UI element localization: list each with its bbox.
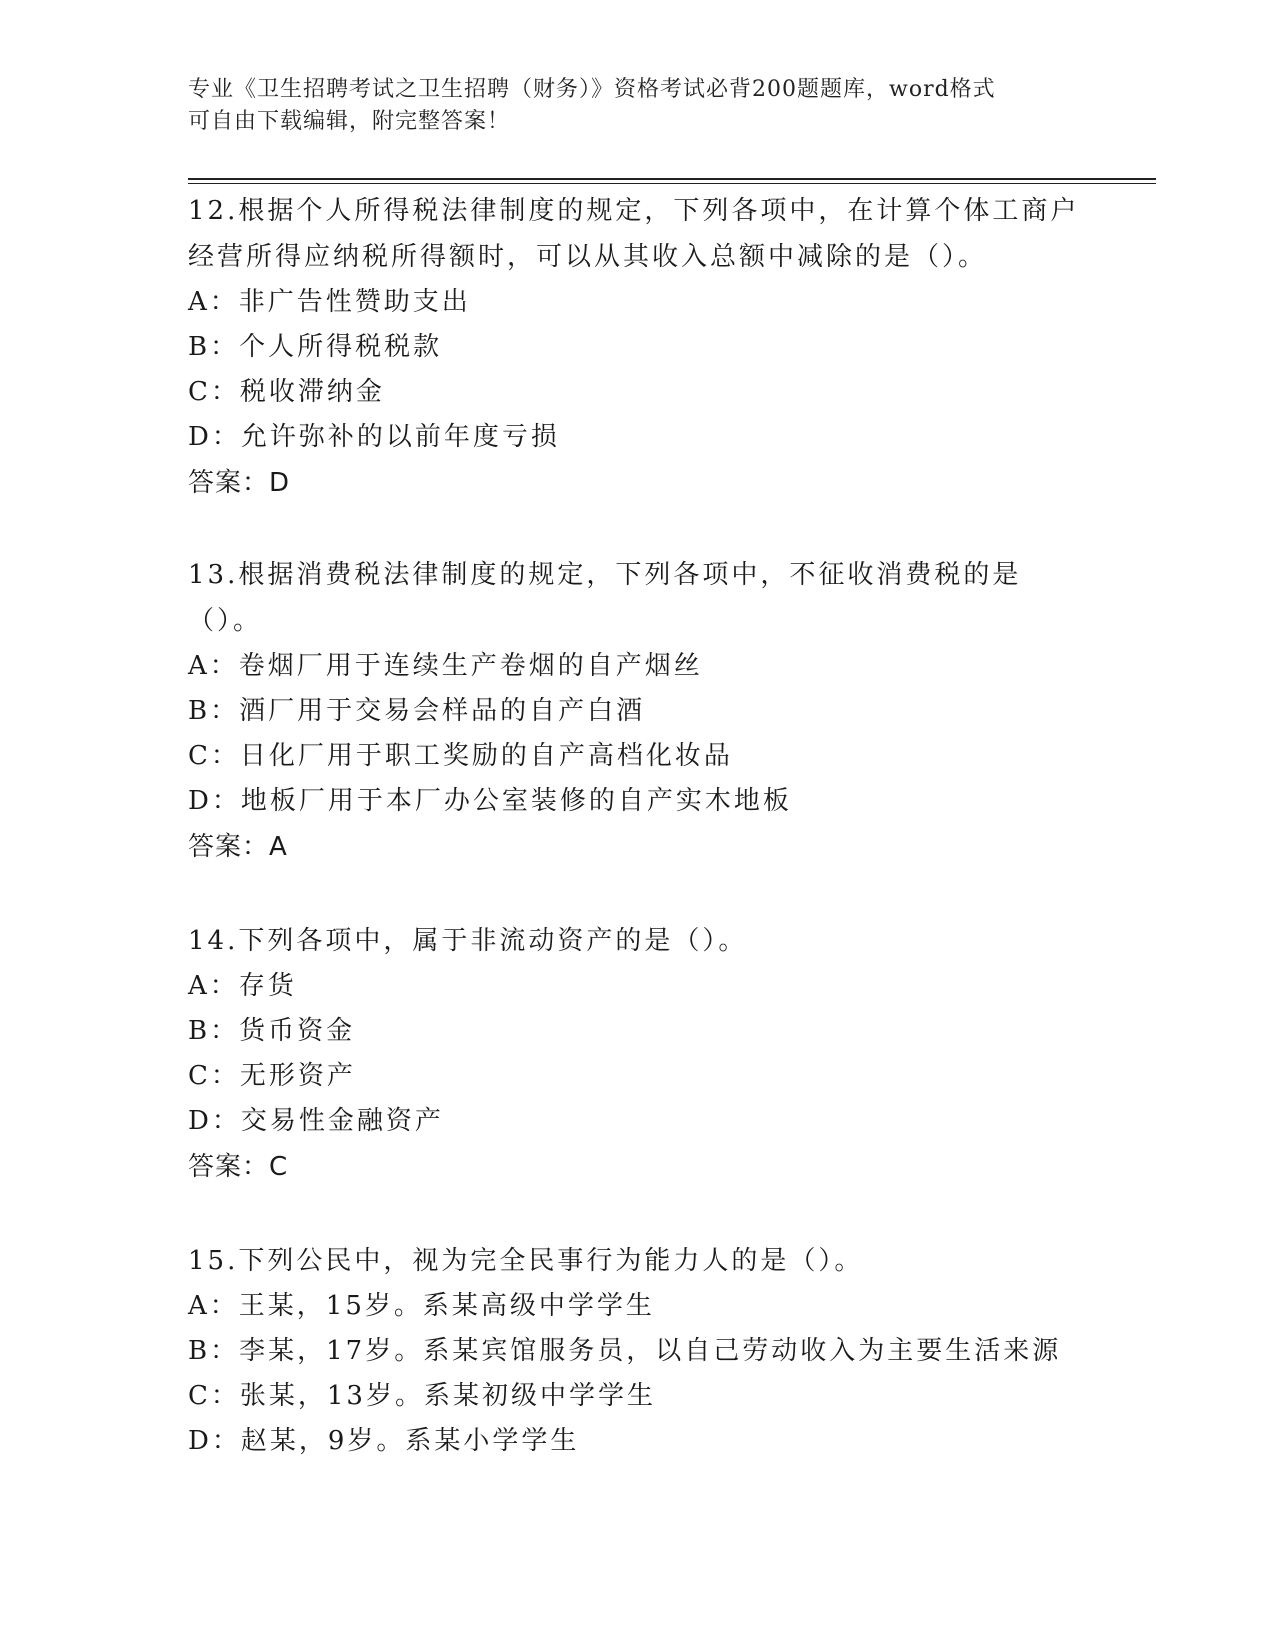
option-a: A：非广告性赞助支出 (188, 287, 471, 317)
option-a: A：王某，15岁。系某高级中学学生 (188, 1291, 655, 1321)
question-stem: 14.下列各项中，属于非流动资产的是（）。 (188, 926, 748, 956)
option-d: D：交易性金融资产 (188, 1106, 444, 1136)
header-line-2: 可自由下载编辑，附完整答案！ (188, 109, 511, 134)
option-c: C：税收滞纳金 (188, 377, 385, 407)
question-stem: 13.根据消费税法律制度的规定，下列各项中，不征收消费税的是（）。 (188, 560, 1022, 636)
option-d: D：赵某，9岁。系某小学学生 (188, 1426, 580, 1456)
header-line-1: 专业《卫生招聘考试之卫生招聘（财务）》资格考试必背200题题库，word格式 (188, 77, 996, 102)
question-stem: 12.根据个人所得税法律制度的规定，下列各项中，在计算个体工商户经营所得应纳税所得额时，可以从其收入总额中减除的是（）。 (188, 196, 1080, 272)
question-13 (188, 552, 1088, 870)
document-header (188, 74, 1068, 138)
question-15 (188, 1238, 1088, 1464)
option-b: B：李某，17岁。系某宾馆服务员，以自己劳动收入为主要生活来源 (188, 1336, 1062, 1366)
answer-line: 答案：A (188, 832, 288, 862)
option-a: A：卷烟厂用于连续生产卷烟的自产烟丝 (188, 651, 703, 681)
option-c: C：张某，13岁。系某初级中学学生 (188, 1381, 656, 1411)
answer-line: 答案：C (188, 1152, 289, 1182)
option-d: D：地板厂用于本厂办公室装修的自产实木地板 (188, 786, 792, 816)
header-divider (188, 178, 1156, 180)
header-divider-thin (188, 183, 1156, 184)
option-b: B：酒厂用于交易会样品的自产白酒 (188, 696, 646, 726)
question-14 (188, 918, 1088, 1190)
question-12 (188, 188, 1088, 506)
option-d: D：允许弥补的以前年度亏损 (188, 422, 560, 452)
answer-line: 答案：D (188, 468, 291, 498)
option-b: B：货币资金 (188, 1016, 356, 1046)
question-stem: 15.下列公民中，视为完全民事行为能力人的是（）。 (188, 1246, 864, 1276)
option-b: B：个人所得税税款 (188, 332, 443, 362)
option-c: C：无形资产 (188, 1061, 356, 1091)
option-a: A：存货 (188, 971, 297, 1001)
option-c: C：日化厂用于职工奖励的自产高档化妆品 (188, 741, 733, 771)
